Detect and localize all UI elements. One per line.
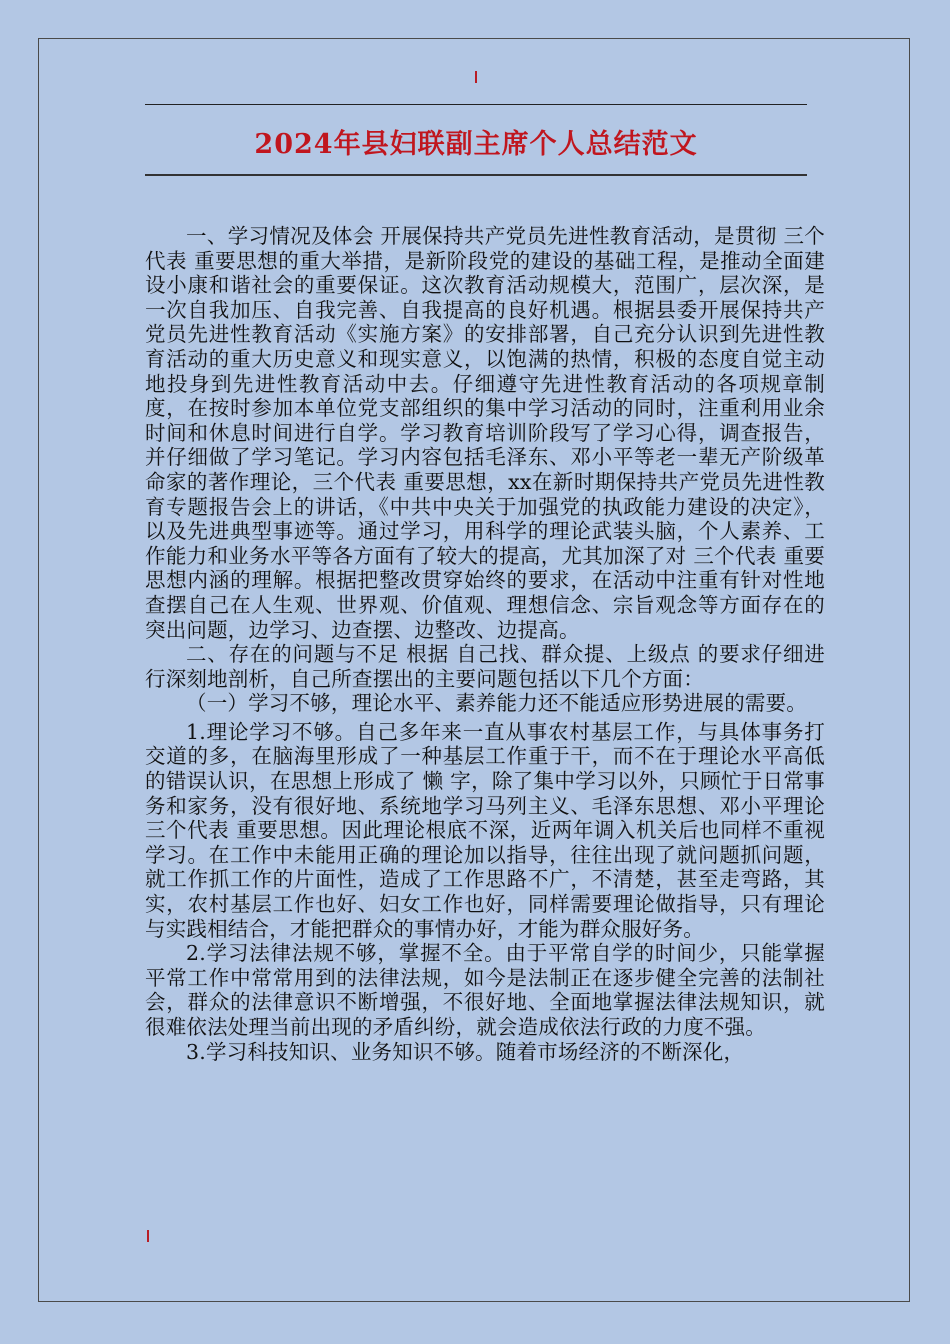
document-title: 2024年县妇联副主席个人总结范文	[254, 129, 698, 160]
document-body	[145, 224, 825, 1064]
footer-cursor-mark	[147, 1230, 149, 1242]
header-cursor-mark	[475, 71, 477, 83]
paragraph-section-1: （一）学习不够，理论水平、素养能力还不能适应形势进展的需要。	[186, 691, 807, 716]
paragraph-problems: 二、存在的问题与不足 根据 自己找、群众提、上级点 的要求仔细进行深刻地剖析，自己所查摆出的主要问题包括以下几个方面：	[145, 642, 825, 691]
paragraph-item-1: 1.理论学习不够。自己多年来一直从事农村基层工作，与具体事务打交道的多，在脑海里形成了一种基层工作重于干，而不在于理论水平高低的错误认识，在思想上形成了 懒 字，除了集中学习以外，只顾忙于日常事务和家务，没有很好地、系统地学习马列主义、毛泽东思想、邓小平理论 三个代表 重要思想。因此理论根底不深，近两年调入机关后也同样不重视学习。在工作中未能用正确的理论加以指导，往往出现了就问题抓问题，就工作抓工作的片面性，造成了工作思路不广，不清楚，甚至走弯路，其实，农村基层工作也好、妇女工作也好，同样需要理论做指导，只有理论与实践相结合，才能把群众的事情办好，才能为群众服好务。	[145, 719, 825, 941]
title-rule	[145, 174, 807, 176]
document-page	[38, 38, 910, 1302]
header-rule	[145, 104, 807, 105]
paragraph-item-3: 3.学习科技知识、业务知识不够。随着市场经济的不断深化，	[186, 1039, 745, 1064]
paragraph-item-2: 2.学习法律法规不够，掌握不全。由于平常自学的时间少，只能掌握平常工作中常常用到的法律法规，如今是法制正在逐步健全完善的法制社会，群众的法律意识不断增强，不很好地、全面地掌握法律法规知识，就很难依法处理当前出现的矛盾纠纷，就会造成依法行政的力度不强。	[145, 941, 825, 1039]
paragraph-study: 一、学习情况及体会 开展保持共产党员先进性教育活动，是贯彻 三个代表 重要思想的重大举措，是新阶段党的建设的基础工程，是推动全面建设小康和谐社会的重要保证。这次教育活动规模大，范围广，层次深，是一次自我加压、自我完善、自我提高的良好机遇。根据县委开展保持共产党员先进性教育活动《实施方案》的安排部署，自己充分认识到先进性教育活动的重大历史意义和现实意义，以饱满的热情，积极的态度自觉主动地投身到先进性教育活动中去。仔细遵守先进性教育活动的各项规章制度，在按时参加本单位党支部组织的集中学习活动的同时，注重利用业余时间和休息时间进行自学。学习教育培训阶段写了学习心得，调查报告，并仔细做了学习笔记。学习内容包括毛泽东、邓小平等老一辈无产阶级革命家的著作理论，三个代表 重要思想，xx在新时期保持共产党员先进性教育专题报告会上的讲话，《中共中央关于加强党的执政能力建设的决定》，以及先进典型事迹等。通过学习，用科学的理论武装头脑，个人素养、工作能力和业务水平等各方面有了较大的提高，尤其加深了对 三个代表 重要思想内涵的理解。根据把整改贯穿始终的要求，在活动中注重有针对性地查摆自己在人生观、世界观、价值观、理想信念、宗旨观念等方面存在的突出问题，边学习、边查摆、边整改、边提高。	[145, 224, 825, 642]
